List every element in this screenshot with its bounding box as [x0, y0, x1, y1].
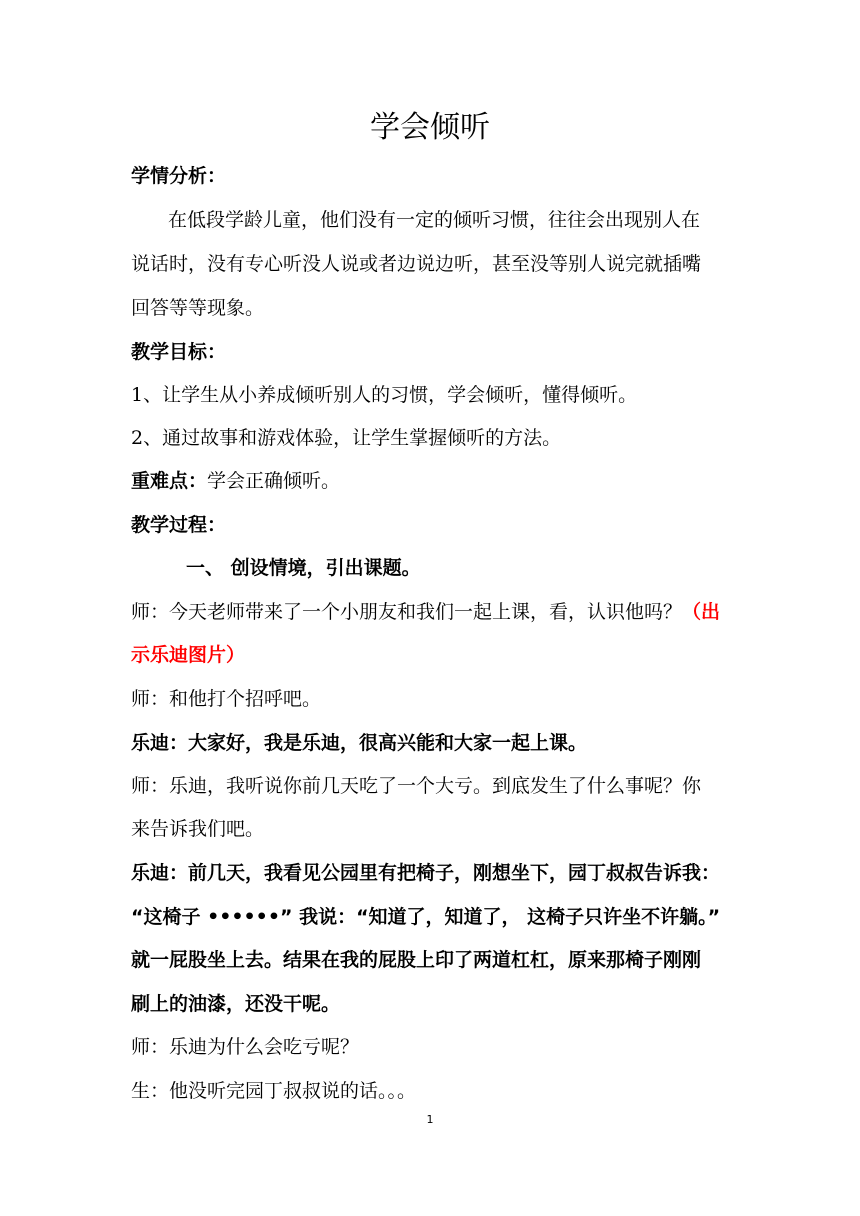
- section-heading-process: 教学过程：: [131, 514, 227, 536]
- dialogue-line-bold: 乐迪：大家好，我是乐迪，很高兴能和大家一起上课。: [131, 732, 588, 754]
- paragraph-line: 在低段学龄儿童，他们没有一定的倾听习惯，往往会出现别人在: [168, 209, 701, 231]
- stage-direction: （出: [682, 601, 721, 623]
- dialogue-line-bold: “这椅子 ••••••” 我说：“知道了，知道了， 这椅子只许坐不许躺。”: [131, 906, 721, 928]
- key-point-text: 学会正确倾听。: [207, 470, 341, 492]
- key-point-label: 重难点：: [131, 470, 208, 492]
- dialogue-line-bold: 就一屁股坐上去。结果在我的屁股上印了两道杠杠，原来那椅子刚刚: [131, 949, 702, 971]
- section-heading-goals: 教学目标：: [131, 341, 227, 363]
- paragraph-line: 回答等等现象。: [131, 297, 265, 319]
- page-title: 学会倾听: [370, 110, 490, 145]
- section-heading-analysis: 学情分析：: [131, 165, 227, 187]
- dialogue-line: 师：和他打个招呼吧。: [131, 688, 322, 710]
- key-point-line: [131, 468, 340, 494]
- dialogue-line: 师：乐迪，我听说你前几天吃了一个大亏。到底发生了什么事呢？你: [131, 775, 702, 797]
- dialogue-line: 生：他没听完园丁叔叔说的话。。。: [131, 1080, 417, 1102]
- goal-item: 1、让学生从小养成倾听别人的习惯，学会倾听，懂得倾听。: [131, 384, 638, 406]
- step-heading: 一、 创设情境，引出课题。: [186, 557, 421, 579]
- dialogue-text: 师：今天老师带来了一个小朋友和我们一起上课，看，认识他吗？: [131, 601, 683, 623]
- dialogue-line-bold: 乐迪：前几天，我看见公园里有把椅子，刚想坐下，园丁叔叔告诉我：: [131, 862, 721, 884]
- dialogue-line: 来告诉我们吧。: [131, 818, 265, 840]
- dialogue-line: 师：乐迪为什么会吃亏呢？: [131, 1036, 360, 1058]
- paragraph-line: 说话时，没有专心听没人说或者边说边听，甚至没等别人说完就插嘴: [131, 253, 702, 275]
- dialogue-line: [131, 599, 720, 625]
- goal-item: 2、通过故事和游戏体验，让学生掌握倾听的方法。: [131, 427, 562, 449]
- stage-direction: 示乐迪图片）: [131, 644, 246, 666]
- dialogue-line-bold: 刷上的油漆，还没干呢。: [131, 993, 341, 1015]
- page-number: 1: [426, 1113, 434, 1126]
